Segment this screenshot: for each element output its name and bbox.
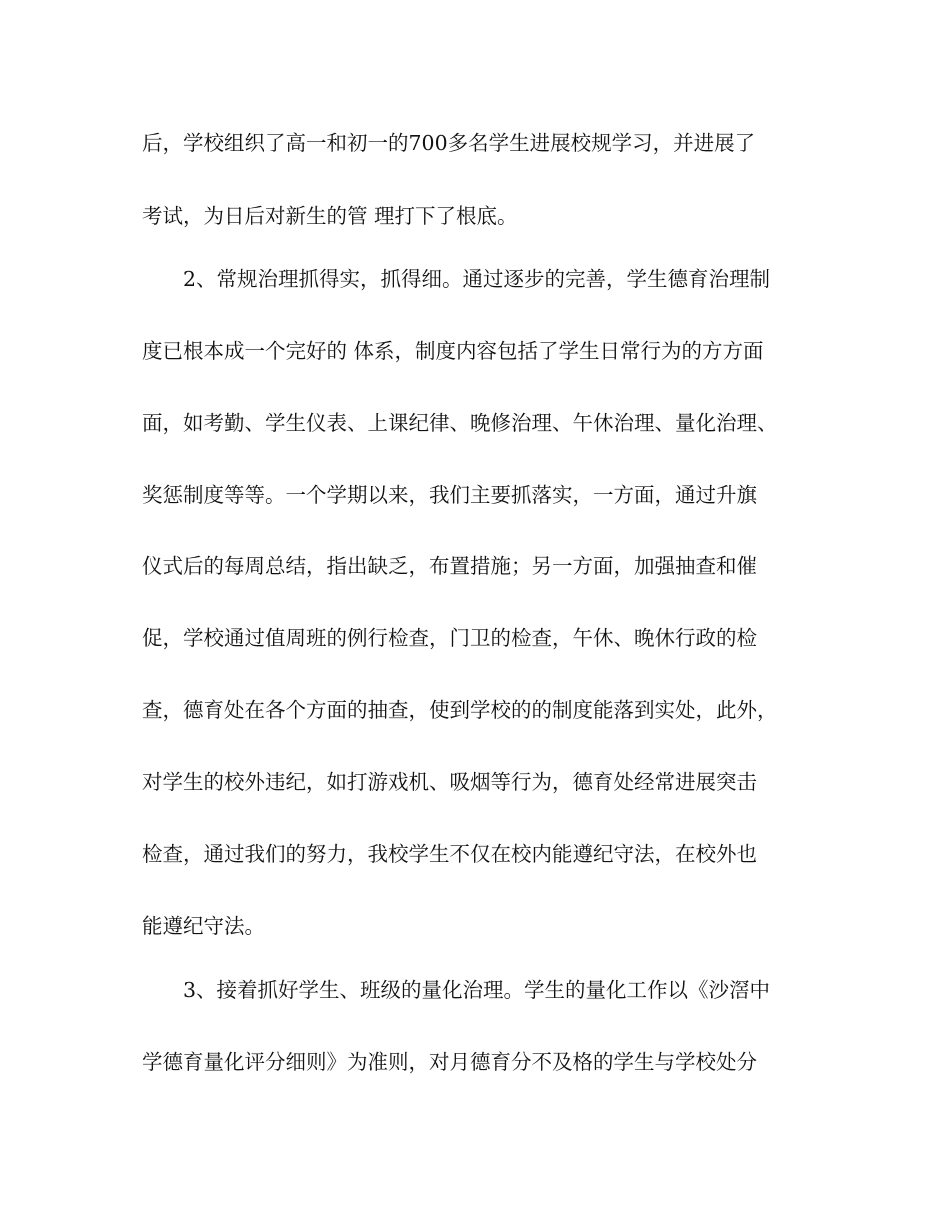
paragraph-3-line-1: 3、接着抓好学生、班级的量化治理。学生的量化工作以《沙滘中: [183, 978, 771, 1002]
text-line-1: 后，学校组织了高一和初一的700多名学生进展校规学习，并进展了: [142, 131, 756, 155]
text-line-7: 仪式后的每周总结，指出缺乏，布置措施；另一方面，加强抽查和催: [142, 554, 757, 578]
text-line-10: 对学生的校外违纪，如打游戏机、吸烟等行为，德育处经常进展突击: [142, 770, 757, 794]
text-line-4: 度已根本成一个完好的 体系，制度内容包括了学生日常行为的方方面: [142, 339, 764, 363]
text-line-5: 面，如考勤、学生仪表、上课纪律、晚修治理、午休治理、量化治理、: [142, 411, 778, 435]
text-line-14: 学德育量化评分细则》为准则，对月德育分不及格的学生与学校处分: [142, 1050, 757, 1074]
paragraph-2-line-1: 2、常规治理抓得实，抓得细。通过逐步的完善，学生德育治理制: [183, 267, 771, 291]
text-line-2: 考试，为日后对新生的管 理打下了根底。: [142, 204, 518, 228]
text-line-6: 奖惩制度等等。一个学期以来，我们主要抓落实，一方面，通过升旗: [142, 483, 757, 507]
text-line-11: 检查，通过我们的努力，我校学生不仅在校内能遵纪守法，在校外也: [142, 842, 757, 866]
text-line-8: 促，学校通过值周班的例行检查，门卫的检查，午休、晚休行政的检: [142, 626, 757, 650]
text-line-9: 查，德育处在各个方面的抽查，使到学校的的制度能落到实处，此外，: [142, 698, 778, 722]
text-line-12: 能遵纪守法。: [142, 914, 265, 938]
